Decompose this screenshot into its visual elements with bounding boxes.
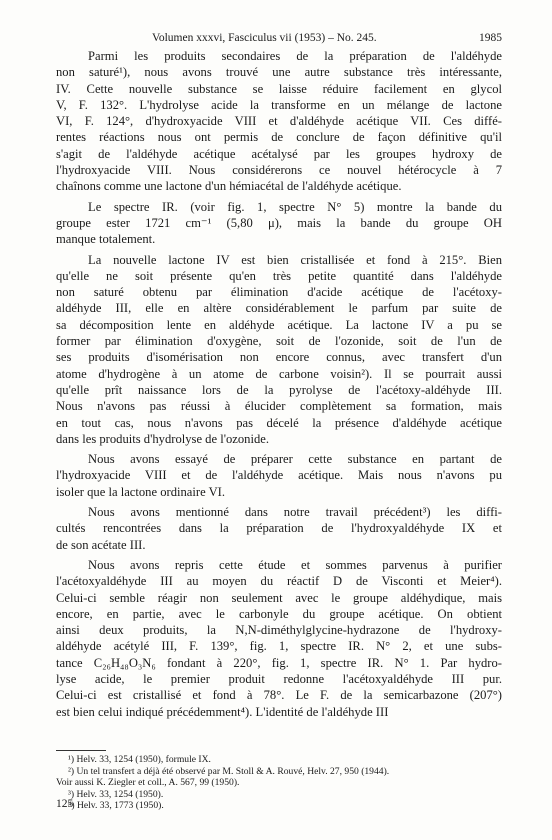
- text-line: aldéhyde acétylé III, F. 139°, fig. 1, spectre IR. N° 2, et une subs-: [56, 639, 502, 654]
- text-line: La nouvelle lactone IV est bien cristallisée et fond à 215°. Bien: [88, 252, 502, 267]
- text-line: l'hydroxyacide VIII et de l'aldéhyde acétique. Mais nous n'avons pu: [56, 468, 502, 483]
- article-body: [56, 48, 502, 724]
- footnote: ³) Helv. 33, 1254 (1950).: [68, 788, 164, 800]
- text-line: lyse acide, le premier produit redonne l'acétoxyaldéhyde III pur.: [56, 671, 502, 686]
- text-line: l'acétoxyaldéhyde III au moyen du réactif D de Visconti et Meier⁴).: [56, 574, 502, 589]
- text-line: atome d'hydrogène à un atome de carbone voisin²). Il se pourrait aussi: [56, 366, 502, 381]
- text-line: ses produits d'isomérisation non encore connus, avec transfert d'un: [56, 350, 502, 365]
- text-line: Nous n'avons pas réussi à élucider complètement sa formation, mais: [56, 399, 502, 414]
- text-line: groupe ester 1721 cm⁻¹ (5,80 μ), mais la bande du groupe OH: [56, 215, 502, 230]
- paragraph: [56, 504, 502, 553]
- text-line: Nous avons repris cette étude et sommes parvenus à purifier: [88, 557, 502, 572]
- text-line: non saturé¹), nous avons trouvé une autre substance très intéressante,: [56, 65, 502, 80]
- paragraph: [56, 199, 502, 248]
- text-line: Celui-ci semble réagir non seulement avec le groupe aldéhydique, mais: [56, 590, 502, 605]
- footnote: Voir aussi K. Ziegler et coll., A. 567, 99 (1950).: [56, 777, 240, 789]
- text-line: V, F. 132°. L'hydrolyse acide la transforme en un mélange de lactone: [56, 97, 502, 112]
- text-line: en tout cas, nous n'avons pas décelé la présence d'aldéhyde acétique: [56, 415, 502, 430]
- footnote: ²) Un tel transfert a déjà été observé par M. Stoll & A. Rouvé, Helv. 27, 950 (1944).: [68, 765, 390, 777]
- text-line: sa décomposition lente en aldéhyde acétique. La lactone IV a pu se: [56, 317, 502, 332]
- text-line: manque totalement.: [56, 232, 156, 247]
- paragraph: [56, 48, 502, 195]
- text-line: VI, F. 124°, d'hydroxyacide VIII et d'aldéhyde acétique VII. Ces diffé-: [56, 114, 502, 129]
- text-line: former par élimination d'oxygène, soit de l'ozonide, soit de l'un de: [56, 334, 502, 349]
- text-line: isoler que la lactone ordinaire VI.: [56, 484, 226, 499]
- text-line: non saturé obtenu par élimination d'acide acétique de l'acétoxy-: [56, 285, 502, 300]
- paragraph: [56, 451, 502, 500]
- footnote: ¹) Helv. 33, 1254 (1950), formule IX.: [68, 754, 211, 765]
- text-line: Nous avons mentionné dans notre travail précédent³) les diffi-: [88, 505, 502, 520]
- paragraph: [56, 252, 502, 448]
- text-line: tance C₂₆H₄₈O₃N₆ fondant à 220°, fig. 1, spectre IR. N° 1. Par hydro-: [56, 655, 502, 670]
- page-number: 1985: [479, 32, 502, 44]
- text-line: qu'elle ne soit présente qu'en très petite quantité dans l'aldéhyde: [56, 268, 502, 283]
- text-line: de son acétate III.: [56, 537, 146, 552]
- text-line: dans les produits d'hydrolyse de l'ozonide.: [56, 431, 269, 446]
- text-line: ainsi deux produits, la N,N-diméthylglycine-hydrazone de l'hydroxy-: [56, 623, 502, 638]
- footnote-rule: [56, 750, 106, 751]
- text-line: qu'elle prît naissance lors de la pyrolyse de l'acétoxy-aldéhyde III.: [56, 382, 502, 397]
- text-line: chaînons comme une lactone d'un hémiacétal de l'aldéhyde acétique.: [56, 179, 402, 194]
- text-line: Parmi les produits secondaires de la préparation de l'aldéhyde: [88, 49, 502, 63]
- text-line: Celui-ci est cristallisé et fond à 78°. Le F. de la semicarbazone (207°): [56, 688, 502, 703]
- sheet-number: 125: [56, 798, 74, 810]
- footnote: ⁴) Helv. 33, 1773 (1950).: [68, 800, 164, 812]
- text-line: cultés rencontrées dans la préparation de l'hydroxyaldéhyde IX et: [56, 521, 502, 536]
- journal-citation: Volumen xxxvi, Fasciculus vii (1953) – No. 245.: [152, 32, 377, 44]
- text-line: aldéhyde III, elle en altère considérablement le parfum par suite de: [56, 301, 502, 316]
- paragraph: [56, 557, 502, 720]
- text-line: l'hydroxyacide VIII. Nous considérerons ce nouvel hétérocycle à 7: [56, 163, 502, 178]
- footnotes: [56, 754, 502, 812]
- text-line: est bien celui indiqué précédemment⁴). L'identité de l'aldéhyde III: [56, 704, 389, 719]
- text-line: rentes réactions nous ont permis de conclure de façon définitive qu'il: [56, 130, 502, 145]
- text-line: Le spectre IR. (voir fig. 1, spectre N° 5) montre la bande du: [88, 199, 502, 214]
- text-line: encore, en partie, avec le carbonyle du groupe acétique. On obtient: [56, 606, 502, 621]
- text-line: Nous avons essayé de préparer cette substance en partant de: [88, 452, 502, 467]
- text-line: IV. Cette nouvelle substance se laisse réduire facilement en glycol: [56, 81, 502, 96]
- text-line: s'agit de l'aldéhyde acétique acétalysé par les groupes hydroxy de: [56, 146, 502, 161]
